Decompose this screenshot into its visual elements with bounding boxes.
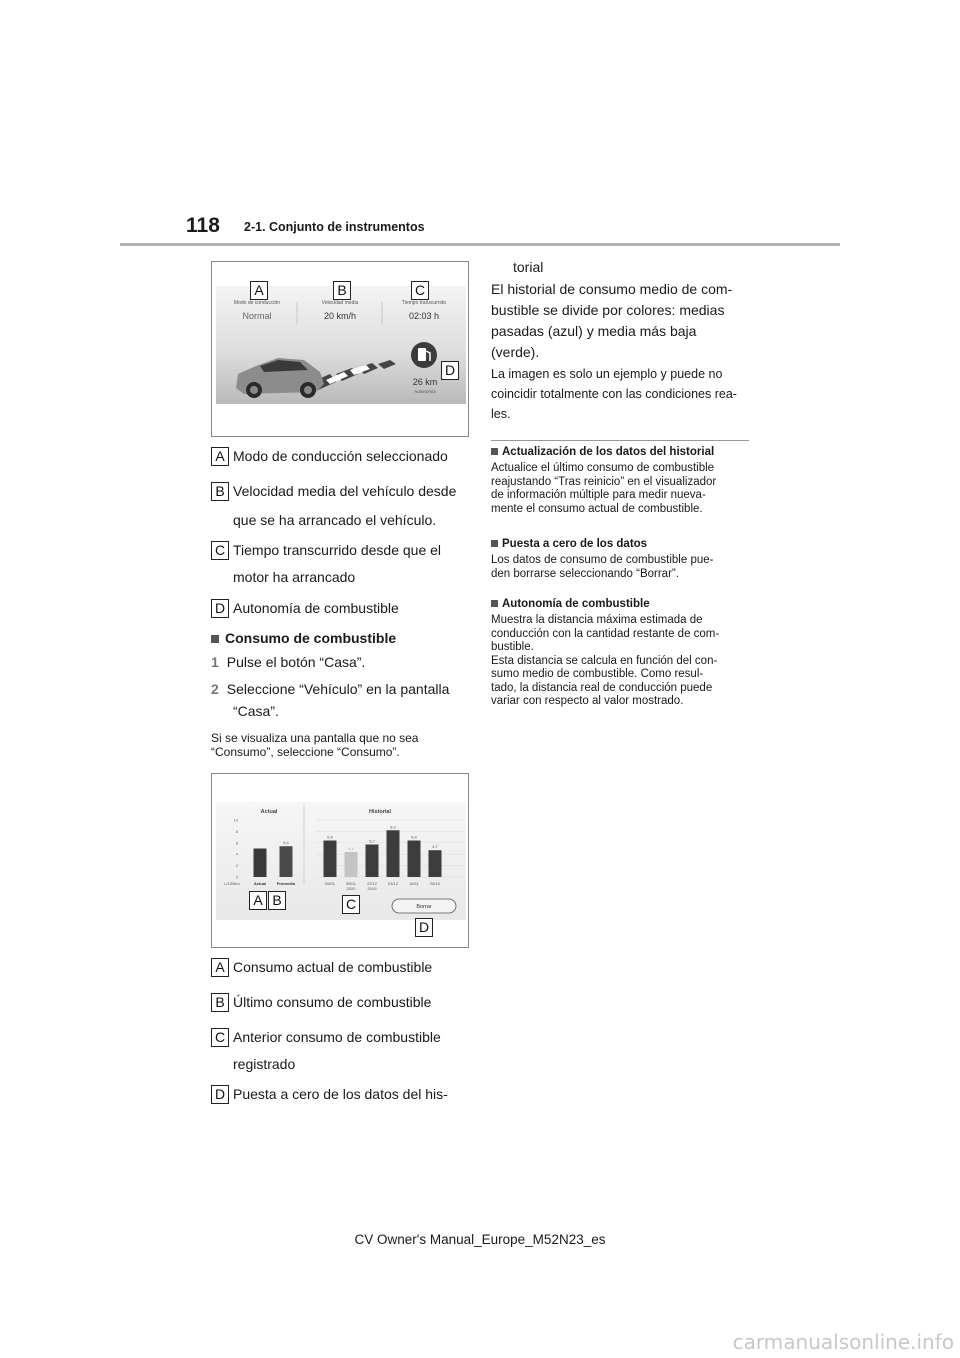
section-line: mente el consumo actual de combustible. bbox=[491, 502, 703, 515]
legend-letter: D bbox=[211, 1085, 229, 1104]
header-rule bbox=[120, 243, 840, 246]
watermark: carmanualsonline.info bbox=[732, 1330, 954, 1354]
legend-text: que se ha arrancado el vehículo. bbox=[233, 512, 437, 528]
section-line: Muestra la distancia máxima estimada de bbox=[491, 614, 703, 626]
info-value: Normal bbox=[242, 311, 272, 321]
step-text: “Casa”. bbox=[233, 703, 279, 719]
section-line: sumo medio de combustible. Como resul- bbox=[491, 668, 704, 680]
paragraph-line: (verde). bbox=[491, 344, 540, 360]
section-historial bbox=[491, 446, 749, 516]
date-label: 01/12 bbox=[387, 881, 399, 886]
borrar-button-label: Borrar bbox=[416, 904, 432, 910]
continuation-text: torial bbox=[513, 259, 544, 275]
callout-b: B bbox=[268, 891, 286, 910]
info-value: 20 km/h bbox=[323, 311, 356, 321]
range-value: 26 km bbox=[412, 377, 438, 387]
disclaimer-line: les. bbox=[491, 407, 511, 421]
consumo-note bbox=[211, 731, 418, 759]
legend-text: Velocidad media del vehículo desde bbox=[233, 483, 457, 499]
bar-value-label: 8,2 bbox=[390, 824, 396, 830]
section-line: tado, la distancia real de conducción puede bbox=[491, 681, 713, 694]
section-line: de información múltiple para medir nueva- bbox=[491, 489, 706, 501]
section-line: Los datos de consumo de combustible pue- bbox=[491, 554, 714, 566]
legend-text: motor ha arrancado bbox=[233, 569, 356, 585]
section-line: bustible. bbox=[491, 641, 534, 653]
y-tick-label: 2 bbox=[235, 863, 238, 869]
bar-history bbox=[324, 841, 337, 877]
legend-text: Último consumo de combustible bbox=[233, 994, 432, 1010]
y-tick-label: 10 bbox=[233, 817, 238, 823]
paragraph-line: pasadas (azul) y media más baja bbox=[491, 323, 697, 339]
section-line: Esta distancia se calcula en función del con- bbox=[491, 654, 718, 667]
paragraph-line: El historial de consumo medio de com- bbox=[491, 281, 733, 297]
consumo-heading bbox=[211, 630, 396, 646]
legend-text: Consumo actual de combustible bbox=[233, 959, 433, 975]
y-tick-label: 4 bbox=[235, 851, 238, 857]
bar-history bbox=[408, 841, 421, 877]
callout-b: B bbox=[333, 281, 351, 300]
legend-letter: D bbox=[211, 599, 229, 618]
title-actual: Actual bbox=[260, 809, 278, 815]
step-number: 1 bbox=[211, 654, 219, 670]
section-line: den borrarse seleccionando “Borrar”. bbox=[491, 567, 679, 580]
legend-text: Tiempo transcurrido desde que el bbox=[233, 542, 442, 558]
unit-label: L/100km bbox=[224, 881, 240, 886]
y-tick-label: 8 bbox=[235, 828, 238, 834]
legend-letter: C bbox=[211, 541, 229, 560]
bar-value-label: 4,7 bbox=[432, 844, 438, 850]
legend-text: Puesta a cero de los datos del his- bbox=[233, 1086, 448, 1102]
disclaimer-line: coincidir totalmente con las condiciones rea- bbox=[491, 387, 737, 401]
bar-history bbox=[387, 830, 400, 877]
bar-value-label: 5,7 bbox=[369, 838, 375, 844]
section-title: 2-1. Conjunto de instrumentos bbox=[244, 220, 425, 234]
section-heading: Autonomía de combustible bbox=[491, 598, 749, 610]
bar-category-label: Promedio bbox=[276, 881, 296, 886]
date-label: 16/11 bbox=[409, 881, 419, 886]
bar-history bbox=[345, 852, 358, 877]
note-line: Si se visualiza una pantalla que no sea bbox=[211, 731, 419, 745]
paragraph-line: bustible se divide por colores: medias bbox=[491, 302, 725, 318]
consumo-heading-text: Consumo de combustible bbox=[225, 630, 397, 646]
date-label: 05/01 bbox=[345, 881, 357, 886]
bar-current bbox=[254, 849, 267, 878]
disclaimer-line: La imagen es solo un ejemplo y puede no bbox=[491, 367, 723, 381]
callout-d: D bbox=[415, 918, 433, 937]
callout-d: D bbox=[441, 361, 459, 380]
bar-value-label: 6,4 bbox=[327, 834, 333, 840]
section-line: conducción con la cantidad restante de com- bbox=[491, 627, 720, 640]
y-tick-label: 6 bbox=[235, 840, 238, 846]
legend-text: registrado bbox=[233, 1056, 296, 1072]
y-tick-label: 0 bbox=[235, 874, 238, 880]
info-value: 02:03 h bbox=[408, 311, 440, 321]
title-historial: Historial bbox=[368, 809, 392, 815]
bar-category-label: Actual bbox=[253, 881, 267, 886]
legend-letter: B bbox=[211, 993, 229, 1012]
bar-current bbox=[280, 846, 293, 877]
section-line: reajustando “Tras reinicio” en el visualizador bbox=[491, 475, 717, 488]
callout-c: C bbox=[411, 281, 429, 300]
date-label: 2020 bbox=[346, 886, 356, 891]
section-line: Actualice el último consumo de combustible bbox=[491, 462, 715, 474]
callout-c: C bbox=[342, 895, 360, 914]
date-label: 22/12 bbox=[366, 881, 378, 886]
bar-value-label: 5,4 bbox=[283, 840, 289, 846]
legend-letter: B bbox=[211, 482, 229, 501]
info-label: Velocidad media bbox=[321, 300, 359, 306]
section-line: variar con respecto al valor mostrado. bbox=[491, 695, 684, 707]
info-label: Modo de conducción bbox=[233, 300, 281, 306]
date-label: 26/01 bbox=[324, 881, 336, 886]
date-label: 26/10 bbox=[429, 881, 441, 886]
page-number: 118 bbox=[186, 214, 220, 237]
legend-text: Anterior consumo de combustible bbox=[233, 1029, 441, 1045]
step-number: 2 bbox=[211, 681, 219, 697]
consumption-figure bbox=[211, 773, 469, 948]
section-heading: Actualización de los datos del historial bbox=[491, 446, 749, 458]
section-borrar bbox=[491, 538, 749, 581]
callout-a: A bbox=[249, 891, 267, 910]
step-text: Pulse el botón “Casa”. bbox=[226, 654, 366, 670]
footer: CV Owner's Manual_Europe_M52N23_es bbox=[354, 1232, 606, 1247]
legend-text: Modo de conducción seleccionado bbox=[233, 448, 448, 464]
info-label: Tiempo transcurrido bbox=[401, 300, 447, 306]
section-autonomia bbox=[491, 598, 749, 709]
legend-text: Autonomía de combustible bbox=[233, 600, 399, 616]
bar-value-label: 6,4 bbox=[411, 834, 417, 840]
range-label: Autonomía bbox=[414, 389, 436, 394]
step-text: Seleccione “Vehículo” en la pantalla bbox=[226, 681, 450, 697]
step-item bbox=[211, 654, 365, 670]
driving-info-figure bbox=[211, 261, 469, 437]
disclaimer bbox=[491, 364, 749, 424]
history-paragraph bbox=[491, 279, 749, 363]
bar-history bbox=[429, 850, 442, 877]
section-heading: Puesta a cero de los datos bbox=[491, 538, 749, 550]
step-item bbox=[211, 681, 449, 697]
section-rule bbox=[491, 440, 749, 441]
bar-history bbox=[366, 845, 379, 877]
legend-letter: A bbox=[211, 447, 229, 466]
legend-letter: A bbox=[211, 958, 229, 977]
heading-square bbox=[211, 635, 219, 643]
bar-value-label: 4,4 bbox=[348, 845, 354, 851]
note-line: “Consumo”, seleccione “Consumo”. bbox=[211, 745, 400, 759]
callout-a: A bbox=[250, 281, 268, 300]
date-label: 2019 bbox=[367, 886, 377, 891]
legend-letter: C bbox=[211, 1028, 229, 1047]
